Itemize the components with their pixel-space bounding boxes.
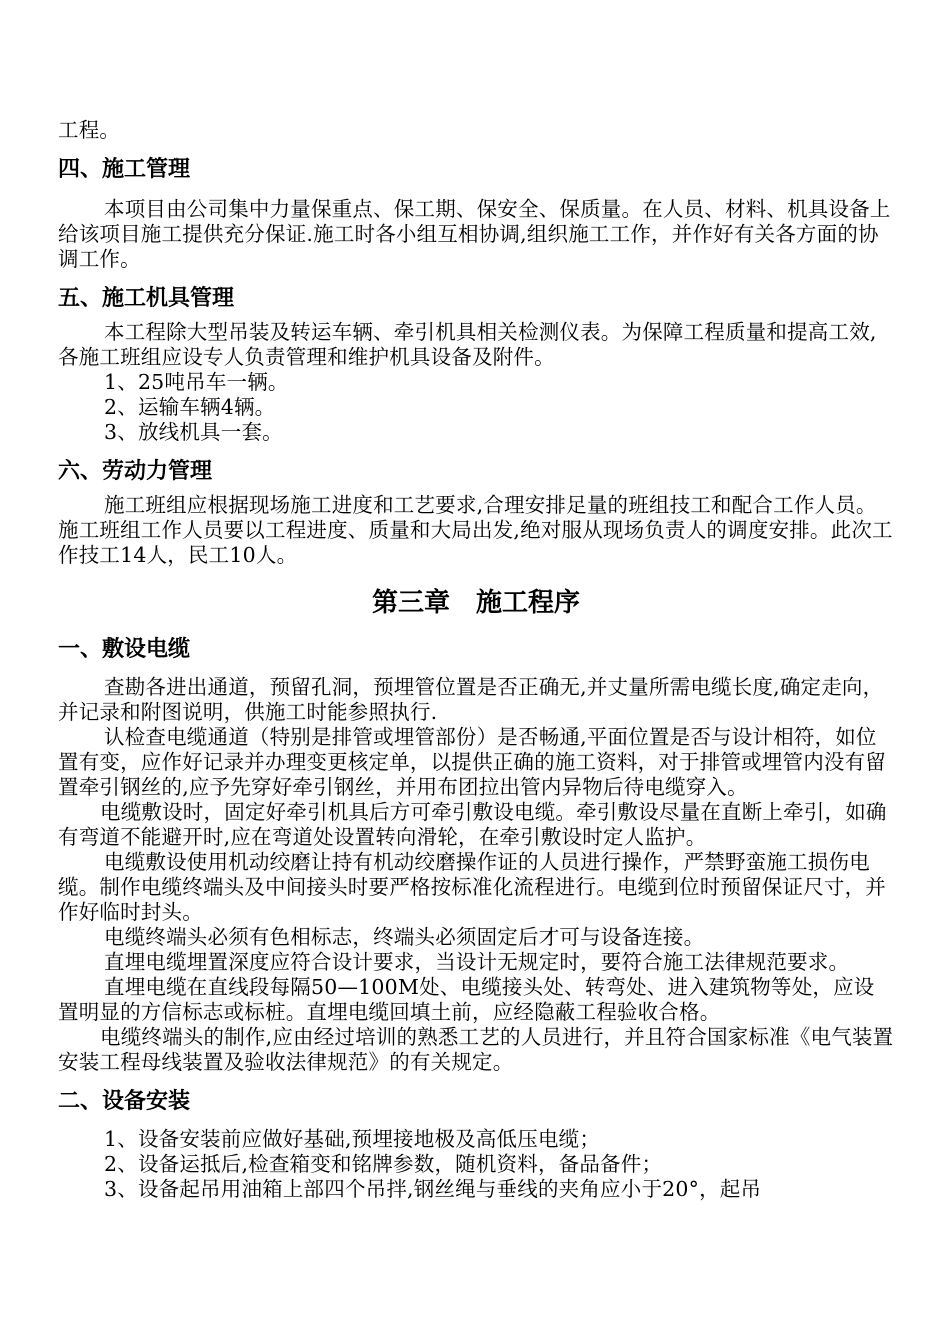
intro-tail: 工程。 bbox=[58, 118, 121, 142]
section-6-paragraph: 施工班组应根据现场施工进度和工艺要求,合理安排足量的班组技工和配合工作人员。施工班组工作人员要以工程进度、质量和大局出发,绝对服从现场负责人的调度安排。此次工作技工14人，民工10人。 bbox=[58, 493, 893, 567]
section-5-item: 1、25吨吊车一辆。 bbox=[104, 370, 289, 394]
section-4-paragraph: 本项目由公司集中力量保重点、保工期、保安全、保质量。在人员、材料、机具设备上给该项目施工提供充分保证.施工时各小组互相协调,组织施工工作，并作好有关各方面的协调工作。 bbox=[58, 197, 891, 271]
section-5-heading: 五、施工机具管理 bbox=[58, 286, 235, 311]
paragraph: 查勘各进出通道，预留孔洞，预埋管位置是否正确无,并丈量所需电缆长度,确定走向，并记录和附图说明，供施工时能参照执行. bbox=[58, 675, 884, 724]
section-4-heading: 四、施工管理 bbox=[58, 157, 191, 182]
chapter-3-section-1-heading: 一、敷设电缆 bbox=[58, 637, 191, 662]
list-item: 3、设备起吊用油箱上部四个吊拌,钢丝绳与垂线的夹角应小于20°，起吊 bbox=[104, 1177, 762, 1201]
section-5-paragraph: 本工程除大型吊装及转运车辆、牵引机具相关检测仪表。为保障工程质量和提高工效,各施工班组应设专人负责管理和维护机具设备及附件。 bbox=[58, 320, 877, 369]
chapter-3-title: 第三章 施工程序 bbox=[371, 588, 580, 618]
paragraph: 电缆敷设时，固定好牵引机具后方可牵引敷设电缆。牵引敷设尽量在直断上牵引，如确有弯道不能避开时,应在弯道处设置转向滑轮，在牵引敷设时定人监护。 bbox=[58, 800, 887, 849]
list-item: 2、设备运抵后,检查箱变和铭牌参数，随机资料，备品备件； bbox=[104, 1152, 663, 1176]
chapter-3-section-2-heading: 二、设备安装 bbox=[58, 1089, 191, 1114]
section-6-heading: 六、劳动力管理 bbox=[58, 459, 213, 484]
paragraph: 电缆终端头必须有色相标志，终端头必须固定后才可与设备连接。 bbox=[104, 925, 705, 949]
paragraph: 认检查电缆通道（特别是排管或埋管部份）是否畅通,平面位置是否与设计相符，如位置有变，应作好记录并办理变更核定单，以提供正确的施工资料，对于排管或埋管内没有留置牵引钢丝的,应予先穿好牵引钢丝，并用布团拉出管内异物后待电缆穿入。 bbox=[58, 725, 886, 799]
paragraph: 直埋电缆在直线段每隔50—100M处、电缆接头处、转弯处、进入建筑物等处，应设置明显的方信标志或标桩。直埋电缆回填土前，应经隐蔽工程验收合格。 bbox=[58, 975, 875, 1024]
section-5-item: 3、放线机具一套。 bbox=[104, 420, 283, 444]
section-5-item: 2、运输车辆4辆。 bbox=[104, 395, 276, 419]
paragraph: 直埋电缆埋置深度应符合设计要求，当设计无规定时，要符合施工法律规范要求。 bbox=[104, 950, 850, 974]
paragraph: 电缆终端头的制作,应由经过培训的熟悉工艺的人员进行，并且符合国家标准《电气装置安装工程母线装置及验收法律规范》的有关规定。 bbox=[58, 1025, 894, 1074]
document-page bbox=[58, 118, 894, 1202]
paragraph: 电缆敷设使用机动绞磨让持有机动绞磨操作证的人员进行操作，严禁野蛮施工损伤电缆。制作电缆终端头及中间接头时要严格按标准化流程进行。电缆到位时预留保证尺寸，并作好临时封头。 bbox=[58, 850, 886, 924]
list-item: 1、设备安装前应做好基础,预埋接地极及高低压电缆； bbox=[104, 1127, 601, 1151]
